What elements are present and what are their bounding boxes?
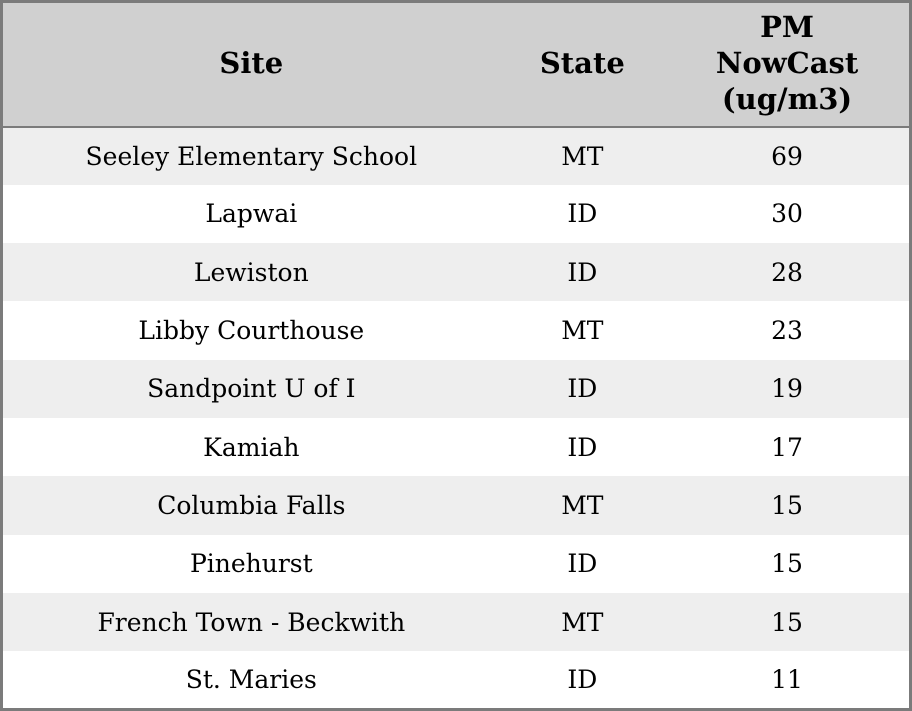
pm-value-cell: 30	[771, 199, 803, 229]
site-cell: St. Maries	[185, 665, 317, 695]
site-cell: Seeley Elementary School	[85, 141, 418, 171]
column-header-pm-line1: PM	[760, 10, 814, 45]
pm-value-cell: 17	[771, 432, 803, 462]
state-cell: ID	[567, 374, 598, 404]
column-header-site	[2, 2, 500, 127]
pm-value-cell: 11	[771, 665, 803, 695]
state-cell: MT	[561, 316, 604, 346]
column-header-pm-line2: NowCast	[715, 46, 859, 81]
state-cell: ID	[567, 199, 598, 229]
pm-value-cell: 23	[771, 316, 803, 346]
site-cell: Sandpoint U of I	[147, 374, 356, 404]
table-row	[2, 360, 911, 418]
state-cell: ID	[567, 257, 598, 287]
site-cell: Kamiah	[203, 432, 300, 462]
column-header-pm-line3: (ug/m3)	[721, 82, 853, 117]
table-row	[2, 651, 911, 709]
table-row	[2, 127, 911, 185]
state-cell: MT	[561, 607, 604, 637]
site-cell: Columbia Falls	[157, 490, 346, 520]
state-cell: ID	[567, 549, 598, 579]
pm-value-cell: 28	[771, 257, 803, 287]
pm-value-cell: 15	[771, 490, 803, 520]
table-row	[2, 476, 911, 534]
state-cell: ID	[567, 665, 598, 695]
pm-value-cell: 19	[771, 374, 803, 404]
table-body	[2, 127, 911, 710]
state-cell: MT	[561, 490, 604, 520]
state-cell: ID	[567, 432, 598, 462]
table-header	[2, 2, 911, 127]
site-cell: Pinehurst	[189, 549, 313, 579]
table-header-row	[2, 2, 911, 127]
site-cell: Lewiston	[193, 257, 309, 287]
column-header-pm-nowcast	[665, 2, 910, 127]
site-cell: French Town - Beckwith	[97, 607, 406, 637]
table-row	[2, 301, 911, 359]
table-row	[2, 418, 911, 476]
table-row	[2, 243, 911, 301]
column-header-state-label: State	[539, 46, 625, 81]
column-header-state	[500, 2, 665, 127]
table-row	[2, 185, 911, 243]
pm-value-cell: 15	[771, 607, 803, 637]
pm-value-cell: 15	[771, 549, 803, 579]
site-cell: Libby Courthouse	[138, 316, 365, 346]
column-header-site-label: Site	[219, 46, 284, 81]
table-row	[2, 535, 911, 593]
table-row	[2, 593, 911, 651]
site-cell: Lapwai	[205, 199, 298, 229]
pm-value-cell: 69	[771, 141, 803, 171]
state-cell: MT	[561, 141, 604, 171]
